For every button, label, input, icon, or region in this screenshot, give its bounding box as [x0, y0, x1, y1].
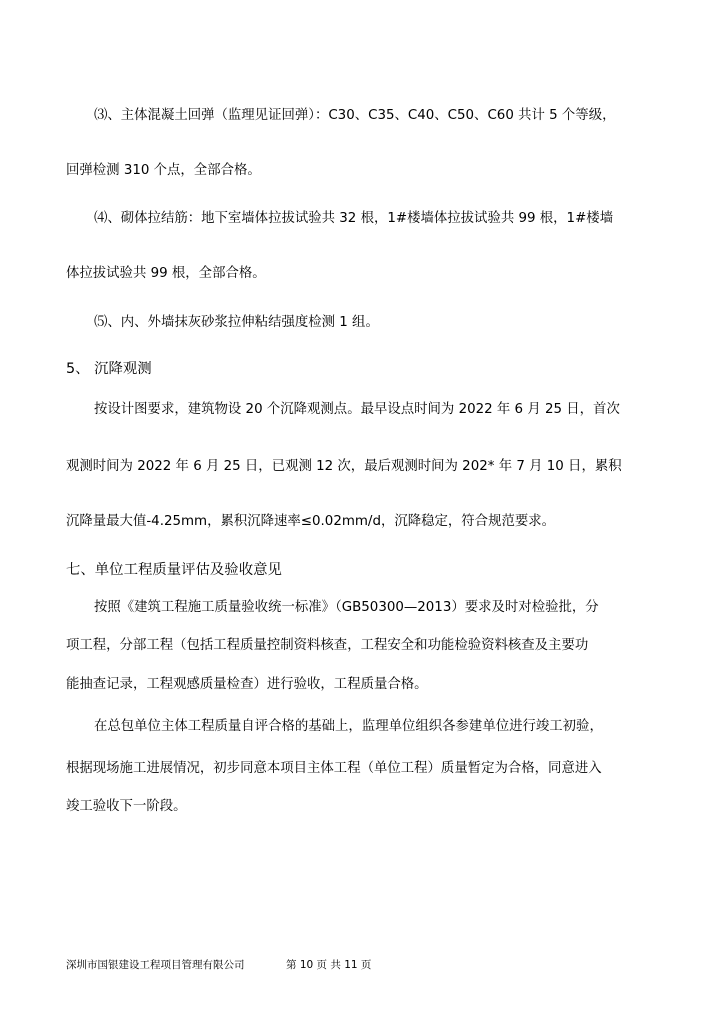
section-7-paragraph-2-line-1: 在总包单位主体工程质量自评合格的基础上，监理单位组织各参建单位进行竣工初验， [94, 719, 603, 734]
footer-page-number: 第 10 页 共 11 页 [286, 959, 372, 971]
section-5-heading: 5、 沉降观测 [66, 361, 152, 377]
footer-company: 深圳市国银建设工程项目管理有限公司 [66, 959, 245, 971]
item-3-line-2: 回弹检测 310 个点，全部合格。 [66, 163, 261, 178]
section-5-paragraph-line-1: 按设计图要求，建筑物设 20 个沉降观测点。最早设点时间为 2022 年 6 月 25 日，首次 [94, 402, 620, 417]
item-3-line-1: ⑶、主体混凝土回弹（监理见证回弹）：C30、C35、C40、C50、C60 共计 5 个等级， [94, 108, 616, 123]
section-7-paragraph-1-line-1: 按照《建筑工程施工质量验收统一标准》（GB50300—2013）要求及时对检验批，分 [94, 600, 599, 615]
item-4-line-1: ⑷、砌体拉结筋：地下室墙体拉拔试验共 32 根，1#楼墙体拉拔试验共 99 根，1#楼墙 [94, 211, 614, 226]
section-7-paragraph-1-line-3: 能抽查记录，工程观感质量检查）进行验收，工程质量合格。 [66, 677, 428, 692]
item-4-line-2: 体拉拔试验共 99 根，全部合格。 [66, 266, 266, 281]
section-5-paragraph-line-3: 沉降量最大值-4.25mm，累积沉降速率≤0.02mm/d，沉降稳定，符合规范要求。 [66, 514, 556, 529]
section-5-paragraph-line-2: 观测时间为 2022 年 6 月 25 日，已观测 12 次，最后观测时间为 202* 年 7 月 10 日，累积 [66, 459, 622, 474]
section-7-heading: 七、单位工程质量评估及验收意见 [66, 562, 282, 578]
section-7-paragraph-1-line-2: 项工程，分部工程（包括工程质量控制资料核查，工程安全和功能检验资料核查及主要功 [66, 638, 589, 653]
item-5-line-1: ⑸、内、外墙抹灰砂浆拉伸粘结强度检测 1 组。 [94, 315, 379, 330]
section-7-paragraph-2-line-3: 竣工验收下一阶段。 [66, 799, 187, 814]
section-7-paragraph-2-line-2: 根据现场施工进展情况，初步同意本项目主体工程（单位工程）质量暂定为合格，同意进入 [66, 761, 602, 776]
